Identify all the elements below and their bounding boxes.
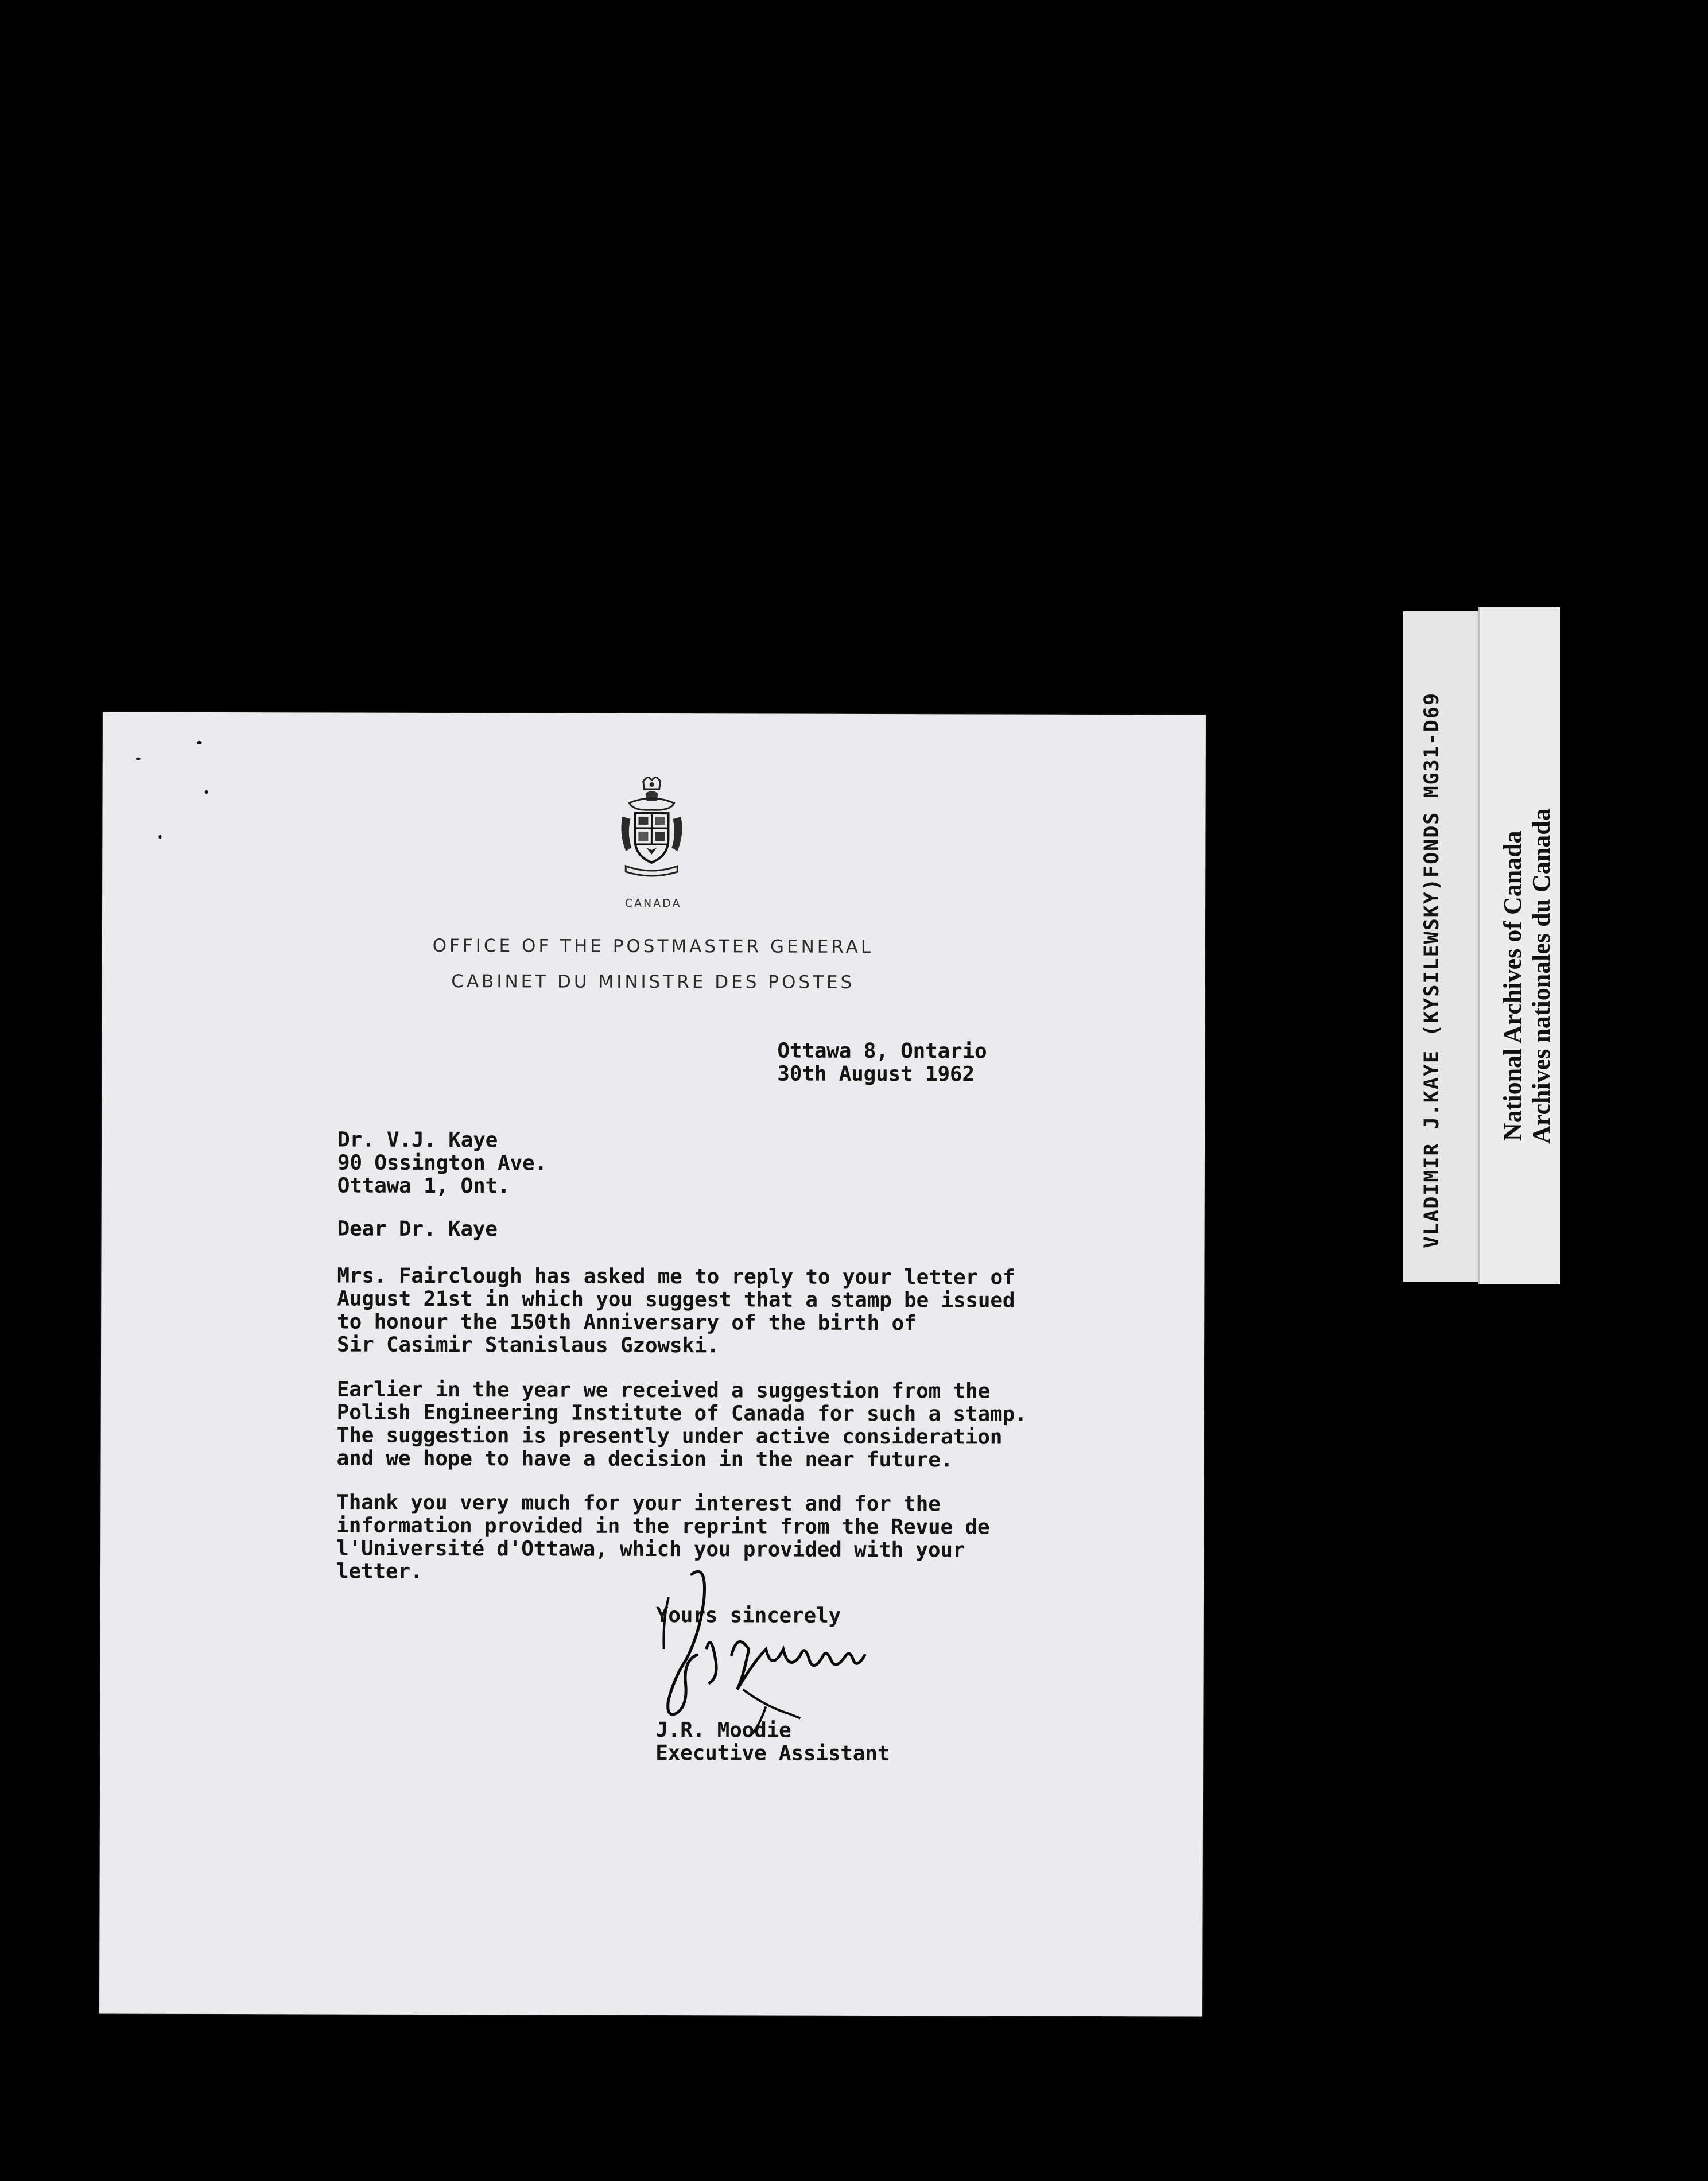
body-paragraph: Mrs. Fairclough has asked me to reply to your letter of August 21st in which you suggest that a stamp be issued to honour the 150th Anniversary of the birth of Sir Casimir Stanislaus Gzowski.	[337, 1264, 1015, 1358]
archives-name-en: National Archives of Canada	[1499, 831, 1527, 1141]
recipient-city: Ottawa 1, Ont.	[337, 1174, 510, 1198]
recipient-street: 90 Ossington Ave.	[337, 1151, 548, 1175]
recipient-address	[337, 1129, 547, 1198]
signatory-title: Executive Assistant	[655, 1741, 890, 1766]
salutation: Dear Dr. Kaye	[337, 1217, 498, 1241]
recipient-name: Dr. V.J. Kaye	[337, 1128, 498, 1152]
date-block	[777, 1040, 987, 1086]
archives-tab	[1478, 607, 1560, 1284]
body-paragraph: Thank you very much for your interest and for the information provided in the reprint from the Revue de l'Université d'Ottawa, which you provided with your letter.	[336, 1491, 990, 1584]
letterhead-office-fr: CABINET DU MINISTRE DES POSTES	[451, 971, 855, 993]
letterhead-office-en: OFFICE OF THE POSTMASTER GENERAL	[432, 935, 874, 958]
signatory-name: J.R. Moodie	[655, 1718, 791, 1743]
handwritten-signature	[651, 1563, 892, 1736]
coat-of-arms-icon	[618, 777, 685, 880]
archives-name-fr: Archives nationales du Canada	[1527, 808, 1555, 1144]
date-place: Ottawa 8, Ontario	[777, 1039, 987, 1064]
signature-block	[655, 1719, 890, 1765]
fonds-label: VLADIMIR J.KAYE (KYSILEWSKY)FONDS MG31-D69	[1420, 692, 1443, 1248]
paper-specks	[103, 712, 1206, 715]
letterhead-country: CANADA	[624, 897, 682, 910]
letter-date: 30th August 1962	[777, 1062, 975, 1086]
closing: Yours sincerely	[655, 1604, 841, 1628]
body-paragraph: Earlier in the year we received a suggestion from the Polish Engineering Institute of Canada for such a stamp. The suggestion is presently under active consideration and we hope to have a decision in the near future.	[336, 1377, 1027, 1472]
fonds-tab	[1403, 611, 1481, 1282]
letter-page	[99, 712, 1206, 2016]
